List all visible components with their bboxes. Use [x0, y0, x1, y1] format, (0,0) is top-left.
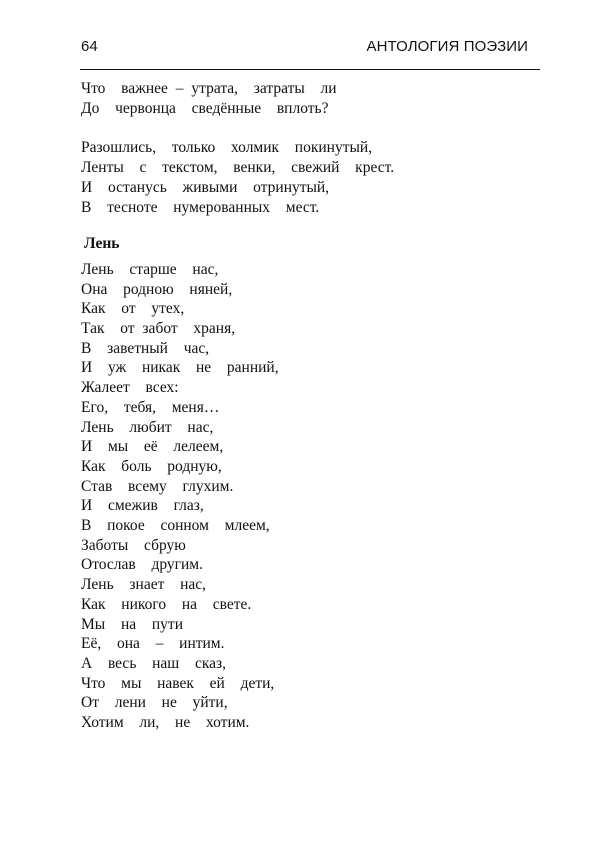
poem-line: А весь наш сказ, — [81, 654, 227, 672]
poem-line: Как никого на свете. — [81, 595, 252, 613]
poem-line: Как боль родную, — [81, 457, 222, 475]
poem-line: Его, тебя, меня… — [81, 398, 220, 416]
previous-poem-stanza-1 — [81, 79, 521, 118]
poem-lines — [81, 260, 521, 733]
page-text — [81, 79, 521, 733]
poem-line: Что мы навек ей дети, — [81, 674, 275, 692]
running-title: АНТОЛОГИЯ ПОЭЗИИ — [366, 38, 528, 55]
poem-line: И мы её лелеем, — [81, 438, 224, 456]
poem-line: Что важнее – утрата, затраты ли — [81, 80, 337, 97]
page-header — [80, 35, 540, 70]
poem-line: Став всему глухим. — [81, 477, 234, 495]
poem-title: Лень — [84, 235, 120, 253]
poem-line: В покое сонном млеем, — [81, 517, 270, 535]
poem-line: Лень знает нас, — [81, 576, 207, 594]
poem-line: Отослав другим. — [81, 556, 203, 574]
page-number: 64 — [81, 38, 98, 55]
poem-line: Мы на пути — [81, 615, 183, 633]
poem-line: Разошлись, только холмик покинутый, — [81, 139, 373, 157]
poem-line: Лень любит нас, — [81, 418, 214, 436]
poem-line: Она родною няней, — [81, 280, 233, 298]
poem-line: В заветный час, — [81, 339, 210, 357]
previous-poem-stanza-2 — [81, 138, 521, 217]
poem-line: Заботы сбрую — [81, 536, 186, 554]
poem-line: И останусь живыми отринутый, — [81, 178, 330, 196]
poem-line: В тесноте нумерованных мест. — [81, 198, 320, 216]
poem-line: Её, она – интим. — [81, 635, 225, 653]
poem-line: Лень старше нас, — [81, 260, 219, 278]
poem-line: И уж никак не ранний, — [81, 359, 279, 377]
poem-line: Так от забот храня, — [81, 320, 236, 338]
poem-line: Как от утех, — [81, 300, 185, 318]
poem-line: От лени не уйти, — [81, 694, 228, 712]
poem-line: Хотим ли, не хотим. — [81, 714, 250, 732]
poem-line: До червонца сведённые вплоть? — [81, 99, 329, 117]
poem-line: Ленты с текстом, венки, свежий крест. — [81, 159, 395, 177]
poem-line: Жалеет всех: — [81, 379, 179, 397]
poem-line: И смежив глаз, — [81, 497, 204, 515]
